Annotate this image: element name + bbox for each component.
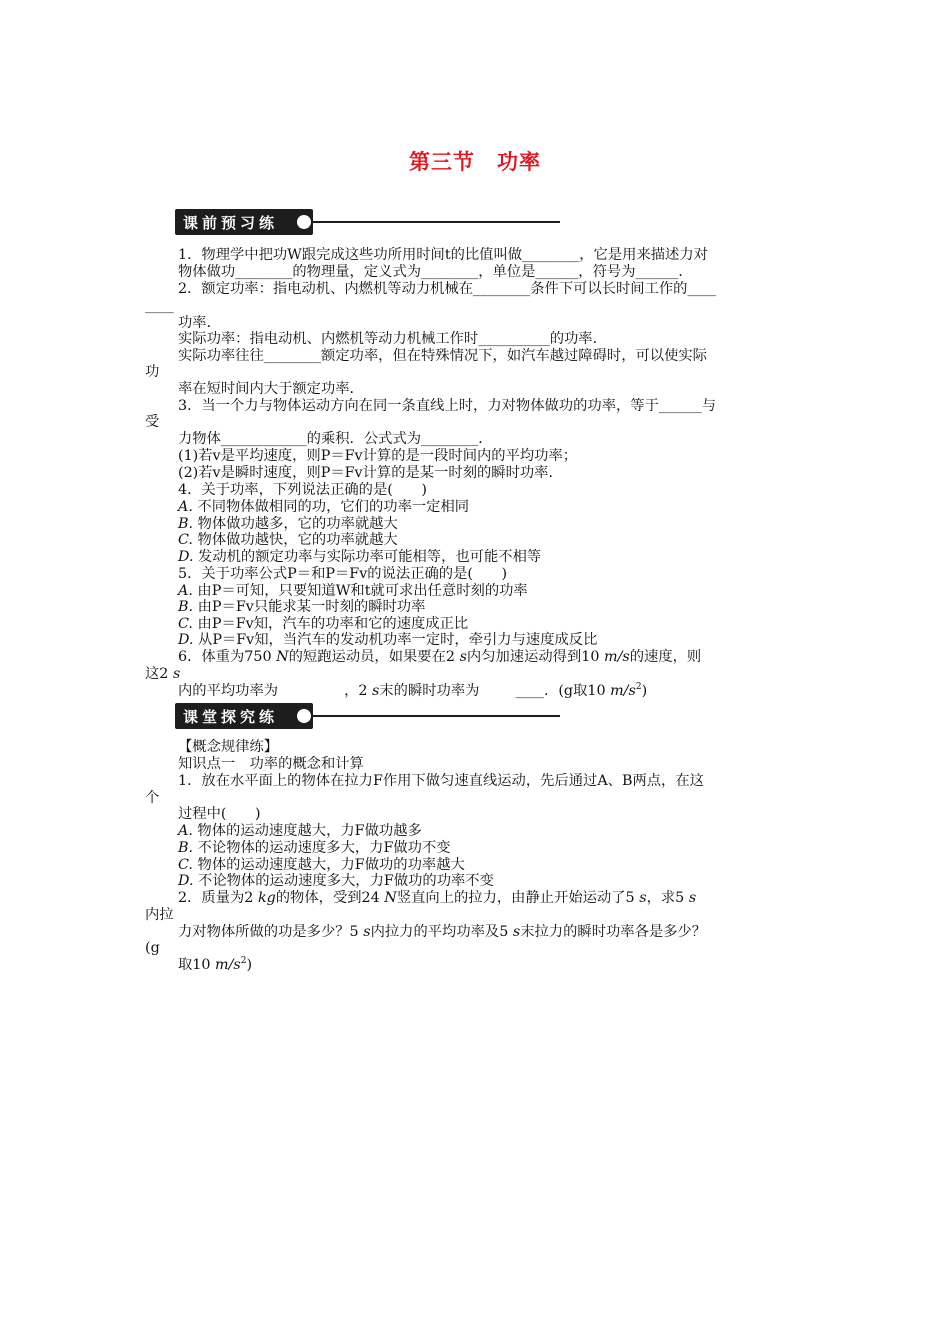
option-text: 物体做功越多，它的功率就越大 — [197, 516, 398, 532]
text-run: 内的平均功率为 — [178, 683, 279, 699]
section-label: 课前预习练 — [183, 214, 279, 232]
option-text: 物体做功越快，它的功率就越大 — [197, 532, 398, 548]
option-letter: A. — [178, 823, 193, 839]
unit: m/s — [610, 683, 636, 699]
text-line: (2)若v是瞬时速度，则P＝Fv计算的是某一时刻的瞬时功率． — [178, 465, 563, 481]
option-line — [178, 516, 398, 533]
section-rule — [313, 715, 560, 717]
text-run: 力对物体所做的功是多少？5 — [178, 924, 359, 940]
text-run: ) — [641, 683, 648, 699]
option-line — [178, 857, 465, 874]
text-run: ____．(g取10 — [515, 683, 606, 699]
section-label: 课堂探究练 — [183, 708, 279, 726]
option-line — [178, 583, 528, 600]
text-line: 实际功率往往________额定功率，但在特殊情况下，如汽车越过障碍时，可以使实际 — [178, 348, 707, 364]
unit: m/s — [604, 649, 630, 665]
unit: m/s — [215, 957, 241, 973]
unit: s — [512, 924, 521, 940]
option-text: 发动机的额定功率与实际功率可能相等，也可能不相等 — [198, 549, 542, 565]
text-line: 力物体____________的乘积．公式式为________． — [178, 431, 493, 447]
option-letter: B. — [178, 516, 194, 532]
option-letter: A. — [178, 499, 193, 515]
option-text: 物体的运动速度越大，力F做功的功率越大 — [197, 857, 465, 873]
text-line: 3．当一个力与物体运动方向在同一条直线上时，力对物体做功的功率，等于______与 — [178, 398, 717, 414]
text-line: (g — [145, 940, 160, 956]
text-run: ，求5 — [646, 890, 685, 906]
section-tag — [175, 209, 313, 235]
question-stem: 1．放在水平面上的物体在拉力F作用下做匀速直线运动，先后通过A、B两点，在这 — [178, 773, 704, 789]
option-line — [178, 599, 425, 616]
unit: s — [172, 666, 181, 682]
text-line: ____ — [145, 298, 174, 314]
unit: s — [639, 890, 647, 906]
section-banner-explore — [175, 703, 560, 729]
option-text: 从P＝Fv知，当汽车的发动机功率一定时，牵引力与速度成反比 — [198, 632, 598, 648]
text-line: 实际功率：指电动机、内燃机等动力机械工作时__________的功率． — [178, 331, 607, 347]
text-line: 过程中( ) — [178, 806, 261, 822]
text-run: 内匀加速运动得到10 — [466, 649, 600, 665]
option-letter: D. — [178, 873, 194, 889]
superscript: 2 — [240, 956, 247, 967]
knowledge-point: 知识点一 功率的概念和计算 — [178, 756, 364, 772]
text-line — [178, 957, 252, 974]
option-line — [178, 840, 451, 857]
text-line — [145, 666, 180, 683]
option-letter: C. — [178, 616, 193, 632]
unit: s — [372, 683, 380, 699]
text-line: 物体做功________的物理量，定义式为________，单位是______，符号为______． — [178, 264, 693, 280]
option-letter: A. — [178, 583, 193, 599]
question-stem — [178, 890, 696, 907]
text-line: 功 — [145, 364, 160, 380]
question-stem — [178, 649, 701, 666]
text-line: 1．物理学中把功W跟完成这些功所用时间t的比值叫做________，它是用来描述力对 — [178, 247, 708, 263]
text-line: 率在短时间内大于额定功率． — [178, 381, 364, 397]
text-run: 内拉力的平均功率及5 — [370, 924, 509, 940]
text-run: 末拉力的瞬时功率各是多少？ — [520, 924, 707, 940]
option-text: 物体的运动速度越大，力F做功越多 — [197, 823, 422, 839]
text-line — [178, 683, 647, 700]
text-run: ，2 — [344, 683, 368, 699]
text-line: 2．额定功率：指电动机、内燃机等动力机械在________条件下可以长时间工作的____ — [178, 281, 717, 297]
option-line — [178, 549, 541, 566]
unit: N — [384, 890, 397, 906]
text-run: 的速度，则 — [629, 649, 702, 665]
option-letter: C. — [178, 857, 193, 873]
option-text: 不论物体的运动速度多大，力F做功不变 — [197, 840, 451, 856]
option-text: 由P＝Fv知，汽车的功率和它的速度成正比 — [197, 616, 469, 632]
option-line — [178, 499, 469, 516]
text-run: 2．质量为2 — [178, 890, 254, 906]
option-line — [178, 632, 597, 649]
option-letter: D. — [178, 632, 194, 648]
text-run: 末的瞬时功率为 — [379, 683, 480, 699]
text-run: 这2 — [145, 666, 169, 682]
text-line: 内拉 — [145, 907, 174, 923]
unit: s — [459, 649, 467, 665]
subsection-heading: 【概念规律练】 — [178, 739, 279, 755]
text-run: 6．体重为750 — [178, 649, 272, 665]
text-run: ) — [246, 957, 253, 973]
text-line: 个 — [145, 790, 160, 806]
option-text: 不同物体做相同的功，它们的功率一定相同 — [197, 499, 470, 515]
unit: s — [363, 924, 371, 940]
text-line: 受 — [145, 414, 160, 430]
text-run: 的物体，受到24 — [275, 890, 380, 906]
question-stem: 4．关于功率，下列说法正确的是( ) — [178, 482, 427, 498]
bullet-dot-icon — [297, 215, 311, 229]
superscript: 2 — [635, 682, 642, 693]
option-line — [178, 873, 494, 890]
option-text: 不论物体的运动速度多大，力F做功的功率不变 — [198, 873, 494, 889]
text-line: (1)若v是平均速度，则P＝Fv计算的是一段时间内的平均功率； — [178, 448, 578, 464]
text-line: 功率． — [178, 315, 221, 331]
option-line — [178, 616, 468, 633]
question-stem: 5．关于功率公式P＝和P＝Fv的说法正确的是( ) — [178, 566, 508, 582]
bullet-dot-icon — [297, 709, 311, 723]
option-line — [178, 823, 422, 840]
option-text: 由P＝Fv只能求某一时刻的瞬时功率 — [197, 599, 426, 615]
option-text: 由P＝可知，只要知道W和t就可求出任意时刻的功率 — [197, 583, 528, 599]
option-letter: B. — [178, 840, 194, 856]
text-run: 的短跑运动员，如果要在2 — [288, 649, 456, 665]
option-line — [178, 532, 398, 549]
option-letter: C. — [178, 532, 193, 548]
text-line — [178, 924, 706, 941]
unit: N — [276, 649, 289, 665]
unit: kg — [257, 890, 276, 906]
section-banner-preview — [175, 209, 560, 235]
section-tag — [175, 703, 313, 729]
page-title: 第三节 功率 — [409, 150, 541, 174]
option-letter: B. — [178, 599, 194, 615]
text-run: 竖直向上的拉力，由静止开始运动了5 — [396, 890, 635, 906]
unit: s — [688, 890, 697, 906]
text-run: 取10 — [178, 957, 211, 973]
section-rule — [313, 221, 560, 223]
option-letter: D. — [178, 549, 194, 565]
